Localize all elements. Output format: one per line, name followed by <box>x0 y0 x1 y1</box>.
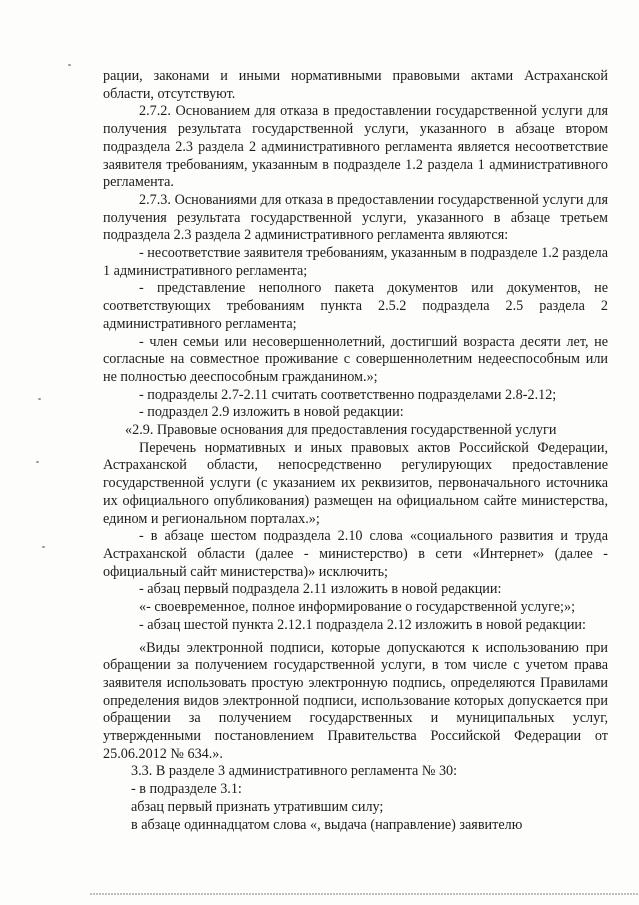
paragraph-3-3: 3.3. В разделе 3 административного регламента № 30: <box>131 763 458 780</box>
scan-speck <box>38 398 41 400</box>
list-item-nonconformity: - несоответствие заявителя требованиям, указанным в подразделе 1.2 раздела 1 административного регламента; <box>103 245 609 279</box>
list-item-incomplete-documents: - представление неполного пакета документов или документов, не соответствующих требованиям пункта 2.5.2 подраздела 2.5 раздела 2 административного регламента; <box>103 280 608 332</box>
paragraph-eleventh-words: в абзаце одиннадцатом слова «, выдача (направление) заявителю <box>131 816 523 833</box>
paragraph-informing: «- своевременное, полное информирование о государственной услуге;»; <box>139 599 576 616</box>
paragraph-2-11-new-edition: - абзац первый подраздела 2.11 изложить в новой редакции: <box>139 581 502 598</box>
paragraph-electronic-signature: «Виды электронной подписи, которые допускаются к использованию при обращении за получением государственной услуги, в том числе с учетом права заявителя использовать простую электронную подпись, определяются Правилами определения видов электронной подписи, использование которых допускается при обращении за получением государственных и муниципальных услуг, утвержденными постановлением Правительства Российской Федерации от 25.06.2012 № 634.». <box>103 639 608 762</box>
section-heading-2-9: «2.9. Правовые основания для предоставления государственной услуги <box>125 422 557 439</box>
list-item-family-member: - член семьи или несовершеннолетний, достигший возраста десяти лет, не согласные на совместное проживание с совершеннолетним недееспособным или не полностью дееспособным гражданином.»; <box>103 333 608 385</box>
paragraph-2-12-1-amendment: - абзац шестой пункта 2.12.1 подраздела 2.12 изложить в новой редакции: <box>139 616 586 633</box>
document-page <box>103 68 608 834</box>
paragraph-0: рации, законами и иными нормативными правовыми актами Астраханской области, отсутствуют. <box>103 68 608 102</box>
paragraph-legal-acts-list: Перечень нормативных и иных правовых актов Российской Федерации, Астраханской области, непосредственно регулирующих предоставление государственной услуги (с указанием их реквизитов, первоначального источника их официального опубликования) размещен на официальном сайте министерства, едином и региональном порталах.»; <box>103 439 608 527</box>
paragraph-subsection-3-1: - в подразделе 3.1: <box>131 781 242 798</box>
scan-bottom-edge <box>90 893 638 895</box>
paragraph-2-7-3: 2.7.3. Основаниями для отказа в предоставлении государственной услуги для получения результата государственной услуги, указанного в абзаце третьем подраздела 2.3 раздела 2 административного регламента являются: <box>103 191 608 244</box>
paragraph-2-10-amendment: - в абзаце шестом подраздела 2.10 слова «социального развития и труда Астраханской области (далее - министерство) в сети «Интернет» (далее - официальный сайт министерства)» исключить; <box>103 528 608 580</box>
paragraph-2-9-new-edition: - подраздел 2.9 изложить в новой редакции: <box>139 404 404 421</box>
scan-speck <box>36 461 39 463</box>
scan-speck <box>42 546 45 548</box>
paragraph-first-invalid: абзац первый признать утратившим силу; <box>131 798 384 815</box>
paragraph-2-7-2: 2.7.2. Основанием для отказа в предоставлении государственной услуги для получения результата государственной услуги, указанного в абзаце втором подраздела 2.3 раздела 2 административного регламента является несоответствие заявителя требованиям, указанным в подразделе 1.2 раздела 1 административного регламента. <box>103 103 608 191</box>
paragraph-renumber-subsections: - подразделы 2.7-2.11 считать соответственно подразделами 2.8-2.12; <box>139 386 557 403</box>
scan-speck <box>68 64 71 66</box>
